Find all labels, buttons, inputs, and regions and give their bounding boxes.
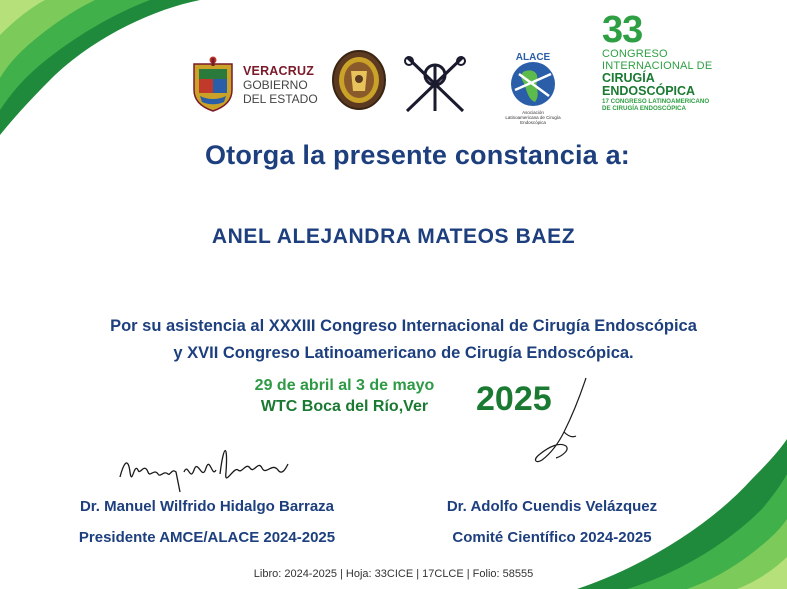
logo-bar (0, 0, 787, 140)
veracruz-line-1: VERACRUZ (243, 64, 315, 78)
signer-left (62, 498, 352, 547)
alace-label: ALACE (515, 52, 551, 63)
event-year: 2025 (476, 380, 552, 418)
registry-footer: Libro: 2024-2025 | Hoja: 33CICE | 17CLCE | Folio: 58555 (253, 568, 534, 580)
amce-seal-logo (331, 49, 387, 111)
veracruz-line-3: DEL ESTADO (243, 92, 318, 106)
surgical-instruments-logo (399, 53, 471, 115)
veracruz-coat-of-arms-logo (190, 56, 236, 112)
signer-left-name: Dr. Manuel Wilfrido Hidalgo Barraza (79, 498, 335, 515)
congress-line-1: CONGRESO (602, 48, 668, 60)
event-dates: 29 de abril al 3 de mayo (254, 377, 435, 394)
event-place: WTC Boca del Río,Ver (260, 398, 429, 415)
alace-globe-logo (501, 50, 565, 110)
veracruz-government-label (243, 64, 318, 106)
signature-right-icon (520, 376, 600, 476)
congress-line-6: DE CIRUGÍA ENDOSCÓPICA (602, 105, 686, 112)
alace-subtitle: Asociación Latinoamericana de Cirugía Endoscópica (505, 110, 561, 125)
veracruz-line-2: GOBIERNO (243, 78, 308, 92)
congress-line-4: ENDOSCÓPICA (602, 84, 696, 98)
recipient-name: ANEL ALEJANDRA MATEOS BAEZ (211, 225, 576, 248)
body-line-1: Por su asistencia al XXXIII Congreso Internacional de Cirugía Endoscópica (110, 317, 697, 335)
signer-left-role: Presidente AMCE/ALACE 2024-2025 (78, 529, 336, 546)
congress-line-2: INTERNACIONAL DE (602, 60, 713, 72)
congress-logo (602, 9, 782, 112)
congress-line-5: 17 CONGRESO LATINOAMERICANO (602, 98, 710, 105)
body-line-2: y XVII Congreso Latinoamericano de Cirugía Endoscópica. (173, 344, 634, 362)
signer-right-role: Comité Científico 2024-2025 (452, 529, 652, 546)
congress-line-3: CIRUGÍA (602, 71, 655, 85)
certificate-heading: Otorga la presente constancia a: (204, 140, 631, 170)
congress-number: 33 (602, 9, 643, 51)
certificate-body (0, 313, 787, 367)
signer-right (422, 498, 682, 547)
signer-right-name: Dr. Adolfo Cuendis Velázquez (446, 498, 658, 515)
